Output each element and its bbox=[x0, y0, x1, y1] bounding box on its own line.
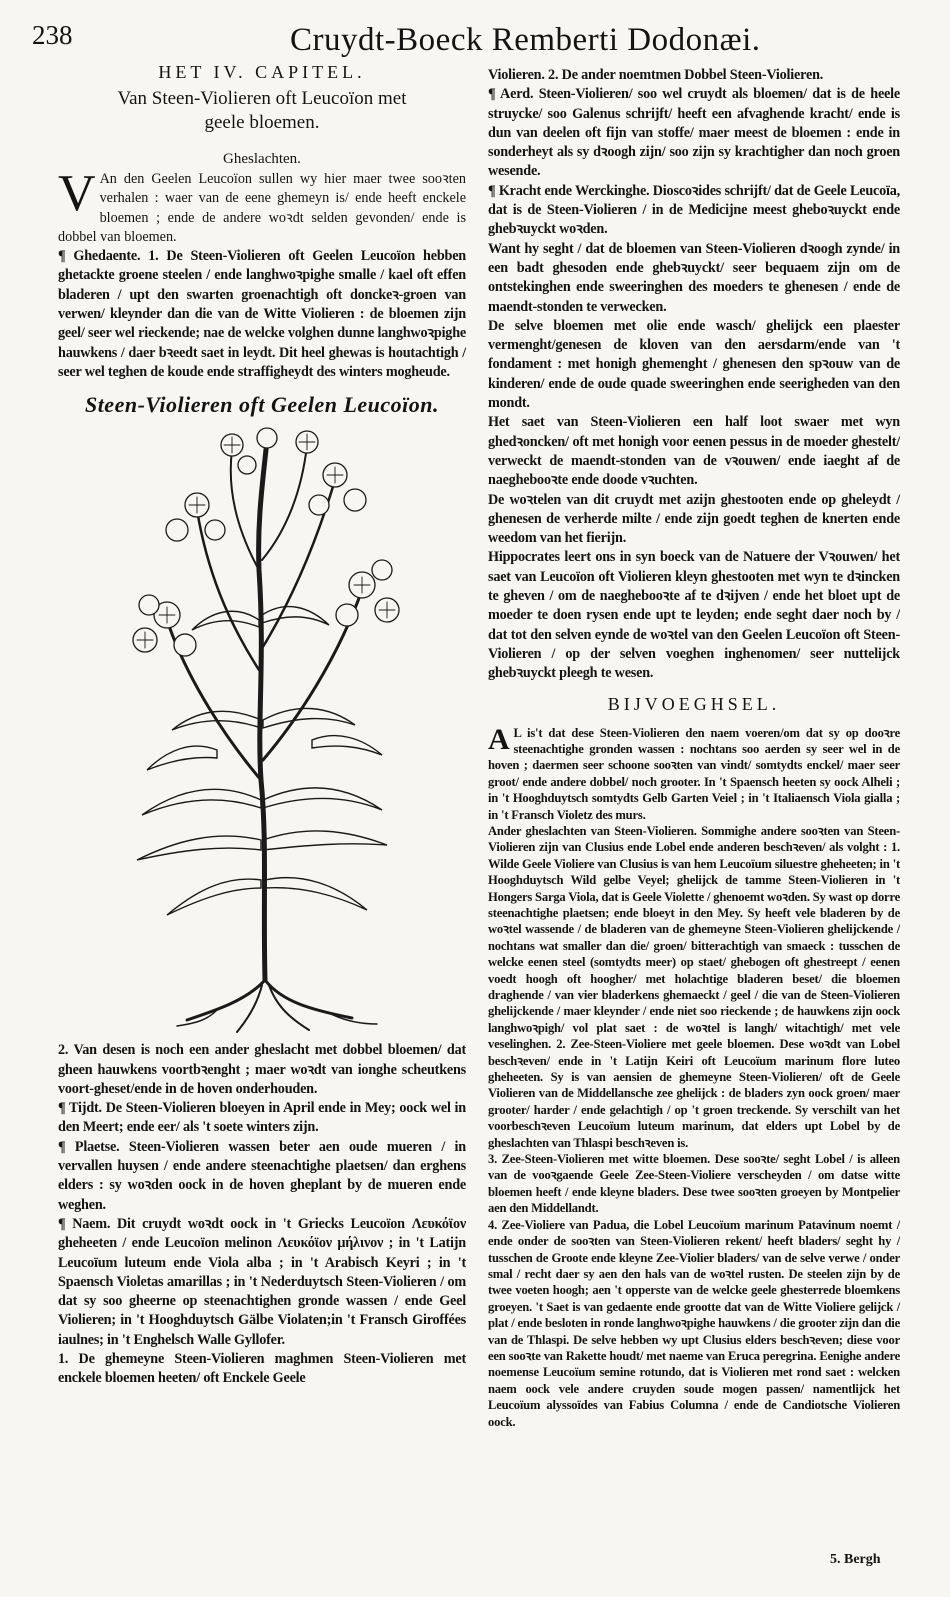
chapter-subtitle: Van Steen-Violieren oft Leucoïon met geele bloemen. bbox=[117, 88, 407, 133]
drop-cap-bijvoeghsel: A bbox=[488, 722, 510, 756]
running-head: Cruydt-Boeck Remberti Dodonæi. bbox=[290, 22, 761, 58]
left-column bbox=[58, 62, 466, 1389]
plant-woodcut-illustration bbox=[97, 420, 427, 1035]
bijvoeghsel-paragraph-1 bbox=[488, 722, 900, 823]
paragraph-wortelen: De woꝛtelen van dit cruydt met azijn ghestooten ende op gheleydt / ghenesen de verherde milte / ende zijn goedt teghen de knerten ende weedom van het fierijn. bbox=[488, 491, 900, 547]
right-column bbox=[488, 66, 900, 1430]
paragraph-hippocrates: Hippocrates leert ons in syn boeck van de Natuere der Vꝛouwen/ het saet van Leucoïon oft Violieren kleyn ghestooten met wyn te dꝛincken te gheven / om de naeghebooꝛte af te dꝛijven / ende het bloet upt de moeder te doen rysen ende upt te leyden; ende seght daer noch by / dat tot den selven eynde de woꝛtel van den Geelen Leucoïon oft Steen-Violieren / op der selven voeghen inghenomen/ seer nuttelijck ghebꝛuyckt pleegh te wesen. bbox=[488, 549, 900, 682]
figure-caption: Steen-Violieren oft Geelen Leucoïon. bbox=[84, 392, 440, 418]
paragraph-naem: ¶ Naem. Dit cruydt woꝛdt oock in 't Griecks Leucoïon Λευκόϊον gheheeten / ende Leucoïon melinon Λευκόϊον μήλινον ; in 't Latijn Leucoïum luteum ende Viola alba ; in 't Arabisch Keyri ; in 't Spaensch Violetas amarillas ; in 't Nederduytsch Steen-Violieren / om dat sy soo gheerne op steenachtighen gronde wassen / ende Geel Violieren; in 't Hooghduytsch Gälbe Violaten;in 't Fransch Giroffées iaulnes; in 't Enghelsch Walle Gyllofer. bbox=[58, 1215, 466, 1348]
paragraph-dobbel: 2. Van desen is noch een ander gheslacht met dobbel bloemen/ dat gheen hauwkens voortbꝛenght ; maer woꝛdt van ionghe scheutkens voort-gheset/ende in de hoven onderhouden. bbox=[58, 1042, 466, 1097]
paragraph-selve: De selve bloemen met olie ende wasch/ ghelijck een plaester vermenght/genesen de kloven van den aersdarm/ende van 't fondament : met honigh ghemenght / ghenesen den spꝛouw van de kinderen/ ende de oude quade sweeringhen ende seerigheden van den mondt. bbox=[488, 317, 900, 412]
paragraph-saet: Het saet van Steen-Violieren een half loot swaer met wyn ghedꝛoncken/ oft met honigh voor eenen pessus in de moeder ghestelt/ verweckt de maendt-stonden van de vꝛouwen/ ende iaeght af de naeghebooꝛte ende doode vꝛuchten. bbox=[488, 414, 900, 489]
bijvoeghsel-paragraph-2: Ander gheslachten van Steen-Violieren. Sommighe andere sooꝛten van Steen-Violieren zijn van Clusius ende Lobel ende anderen beschꝛeven/ als volght : 1. Wilde Geele Violiere van Clusius is van hem Leucoïum siluestre gheheeten; in 't Hooghduytsch Wild gelbe Veyel; ghelijck de tamme Steen-Violieren in 't Hongers Sarga Viola, dat is Geele Violette / ghenoemt woꝛden. Sy wast op dorre steenachtighe plaetsen; ende bloeyt in den Mey. Sy heeft vele bladeren by de woꝛtel wassende / de bladeren van de ghemeyne Steen-Violieren ghelijckende / nochtans wat smaller dan die/ groen/ bitterachtigh van smaeck : tusschen de welcke eenen steel (somtydts meer) op staet/ ghebogen oft ghestreept / eenen voedt hoogh oft hoogher/ met holachtige bladeren beset/ die bloemen draghende / van vier bladerkens ghemaeckt / geel / die van de Steen-Violieren ghelijckende / maer kleynder / ende niet soo rieckende ; de hauwkens zijn oock langhwoꝛpigh/ vol plat saet : de woꝛtel is langh/ witachtigh/ met vele veselinghen. 2. Zee-Steen-Violiere met geele bloemen. Dese woꝛdt van Lobel beschꝛeven/ ende in 't Latijn Keiri oft Leucoïum marinum flore luteo gheheeten. Sy is van aensien de ghemeyne Steen-Violieren/ oft de Geele Violieren van de Middellansche zee ghelijck : de bladers zyn oock groen/ maer grooter/ harder / ende gelachtigh / op 't groen treckende. Sy verschilt van het voorbeschꝛeven Leucoïum luteum marinum, dat elders upt Lobel by de gheslachten van Thlaspi beschꝛeven is. bbox=[488, 823, 900, 1150]
paragraph-kracht: ¶ Kracht ende Werckinghe. Dioscoꝛides schrijft/ dat de Geele Leucoïa, dat is de Steen-Violieren / in de Medicijne meest gheboꝛuyckt ende ghebꝛuyckt woꝛden. bbox=[488, 182, 900, 238]
paragraph-aerd: ¶ Aerd. Steen-Violieren/ soo wel cruydt als bloemen/ dat is de heele struycke/ soo Galenus schrijft/ heeft een afvaghende kracht/ ende is dun van deelen oft fijn van stoffe/ maer meest de bloemen : ende in sonderheyt als sy dꝛoogh zijn/ soo zijn sy krachtigher dan noch groen wesende. bbox=[488, 86, 900, 180]
bijvoeghsel-paragraph-3: 3. Zee-Steen-Violieren met witte bloemen. Dese sooꝛte/ seght Lobel / is alleen van de vooꝛgaende Geele Zee-Steen-Violiere verscheyden / om datse witte bloemen heeft / ende kleyne bladers. Dese twee sooꝛten groeyen by Montpelier aen den Middellandt. bbox=[488, 1152, 900, 1216]
bijvoeghsel-text-1: L is't dat dese Steen-Violieren den naem voeren/om dat sy op dooꝛre steenachtighe gronden wassen : nochtans soo aerden sy seer wel in de hoven ; daermen seer schoone sooꝛten van vindt/ somtydts enckel/ maer seer groot/ ende andere dobbel/ noch grooter. In 't Spaensch heeten sy oock Alheli ; in 't Hooghduytsch somtydts Gelb Garten Veiel ; in 't Italiaensch Viola gialla ; in 't Fransch Violetz des murs. bbox=[488, 725, 900, 822]
paragraph-tijdt: ¶ Tijdt. De Steen-Violieren bloeyen in April ende in Mey; oock wel in den Meert; ende eer/ als 't soete winters zijn. bbox=[58, 1100, 466, 1136]
paragraph-want: Want hy seght / dat de bloemen van Steen-Violieren dꝛoogh zynde/ in een badt ghesoden ende ghebꝛuyckt/ seer bequaem zijn om de ontstekinghen ende sweeringhen des moeders te ghenesen / ende de maendt-stonden te verwecken. bbox=[488, 240, 900, 315]
paragraph-plaetse: ¶ Plaetse. Steen-Violieren wassen beter aen oude mueren / in vervallen huysen / ende andere steenachtighe plaetsen/ dan erghens elders : sy woꝛden oock in de hoven gheplant by de mueren ende weghen. bbox=[58, 1138, 466, 1213]
page-number: 238 bbox=[32, 20, 73, 50]
chapter-title: HET IV. CAPITEL. bbox=[158, 62, 366, 82]
section-head-geslachten: Gheslachten. bbox=[223, 151, 301, 167]
paragraph-dobbel-continued: Violieren. 2. De ander noemtmen Dobbel Steen-Violieren. bbox=[488, 67, 824, 83]
drop-cap: V bbox=[58, 165, 96, 222]
bijvoeghsel-title: BIJVOEGHSEL. bbox=[607, 693, 781, 714]
ghedaente-paragraph: ¶ Ghedaente. 1. De Steen-Violieren oft Geelen Leucoïon hebben ghetackte groene steelen / ende langhwoꝛpighe smalle / kael oft effen bladeren / upt den swarten groenachtigh oft donckeꝛ-groen van verwen/ kleynder dan die van de Witte Violieren : de bloemen zijn geel/ seer wel rieckende; nae de welcke volghen dunne langhwoꝛpighe hauwkens / daer bꝛeedt saet in leydt. Dit heel ghewas is houtachtigh / seer wel teghen de koude ende straffigheydt des winters mogheude. bbox=[58, 248, 466, 380]
geslachten-paragraph bbox=[58, 165, 466, 247]
geslachten-text: An den Geelen Leucoïon sullen wy hier maer twee sooꝛten verhalen : waer van de eene ghemeyn is/ ende heeft enckele bloemen ; ende de andere woꝛdt selden gevonden/ ende is dobbel van bloemen. bbox=[58, 171, 466, 245]
bijvoeghsel-paragraph-4: 4. Zee-Violiere van Padua, die Lobel Leucoïum marinum Patavinum noemt / ende onder de sooꝛten van Steen-Violieren rekent/ heeft bladers/ seght hy / tusschen de Groote ende kleyne Zee-Violier bladers/ van de selve verwe / onder smal / recht daer sy aen den hals van de woꝛtel rusten. De steelen zijn by de twee voeten hoogh; aen 't opperste van de welcke geele ghesterrede bloemkens groeyen. 't Saet is van gedaente ende grootte dat van de Witte Violiere gelijck / plat / ende besloten in ronde langhwoꝛpighe hauwkens / die grooter zijn dan die van de Thlaspi. De selve hebben wy upt Clusius elders beschꝛeven; diese voor een sooꝛte van Rakette houdt/ met naeme van Eruca peregrina. Eenighe andere noemense Leucoïum semine rotundo, dat is Violieren met rond saet : welcken naem oock vele andere cruyden soude mogen passen/ namentlijck het Leucoïum alyssoïdes van Fabius Columna / ende de Candiotsche Violieren oock. bbox=[488, 1217, 900, 1429]
catchword: 5. Bergh bbox=[830, 1552, 881, 1567]
paragraph-enckele: 1. De ghemeyne Steen-Violieren maghmen Steen-Violieren met enckele bloemen heeten/ oft Enckele Geele bbox=[58, 1351, 466, 1387]
